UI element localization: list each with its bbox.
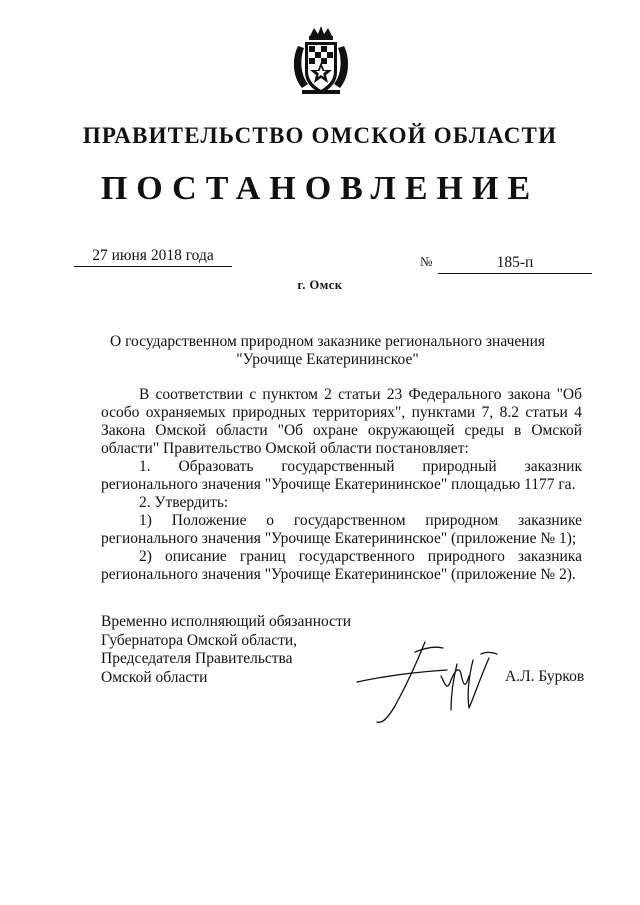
signatory-line-4: Омской области [101, 668, 208, 686]
signatory-line-3: Председателя Правительства [101, 650, 293, 667]
number-sign: № [420, 254, 433, 269]
signature-icon [355, 636, 505, 728]
body-paragraph-2: 2. Утвердить: [139, 494, 229, 511]
signatory-name: А.Л. Бурков [505, 668, 585, 685]
document-subject [100, 333, 555, 369]
body-paragraph-1: 1. Образовать государственный природный заказник регионального значения "Урочище Екатерининское" площадью 1177 га. [101, 458, 582, 493]
body-paragraph-preamble: В соответствии с пунктом 2 статьи 23 Федерального закона "Об особо охраняемых природных территориях", пунктами 7, 8.2 статьи 4 Закона Омской области "Об охране окружающей среды в Омской области" Правительство Омской области постановляет: [101, 386, 582, 457]
document-body [101, 386, 582, 584]
document-city: г. Омск [297, 278, 343, 292]
organization-title: ПРАВИТЕЛЬСТВО ОМСКОЙ ОБЛАСТИ [82, 123, 558, 148]
signatory-line-1: Временно исполняющий обязанности [101, 613, 352, 630]
subject-line-1: О государственном природном заказнике регионального значения [110, 333, 545, 350]
document-date: 27 июня 2018 года [74, 247, 232, 267]
body-paragraph-2-1: 1) Положение о государственном природном заказнике регионального значения "Урочище Екатерининское" (приложение № 1); [101, 512, 582, 547]
document-type-title: ПОСТАНОВЛЕНИЕ [100, 170, 540, 207]
coat-of-arms-icon [290, 24, 352, 96]
subject-line-2: "Урочище Екатерининское" [236, 351, 419, 368]
signatory-line-2: Губернатора Омской области, [101, 631, 298, 649]
body-paragraph-2-2: 2) описание границ государственного природного заказника регионального значения "Урочище Екатерининское" (приложение № 2). [101, 548, 582, 583]
signatory-position [101, 613, 361, 687]
document-number: 185-п [438, 254, 592, 274]
